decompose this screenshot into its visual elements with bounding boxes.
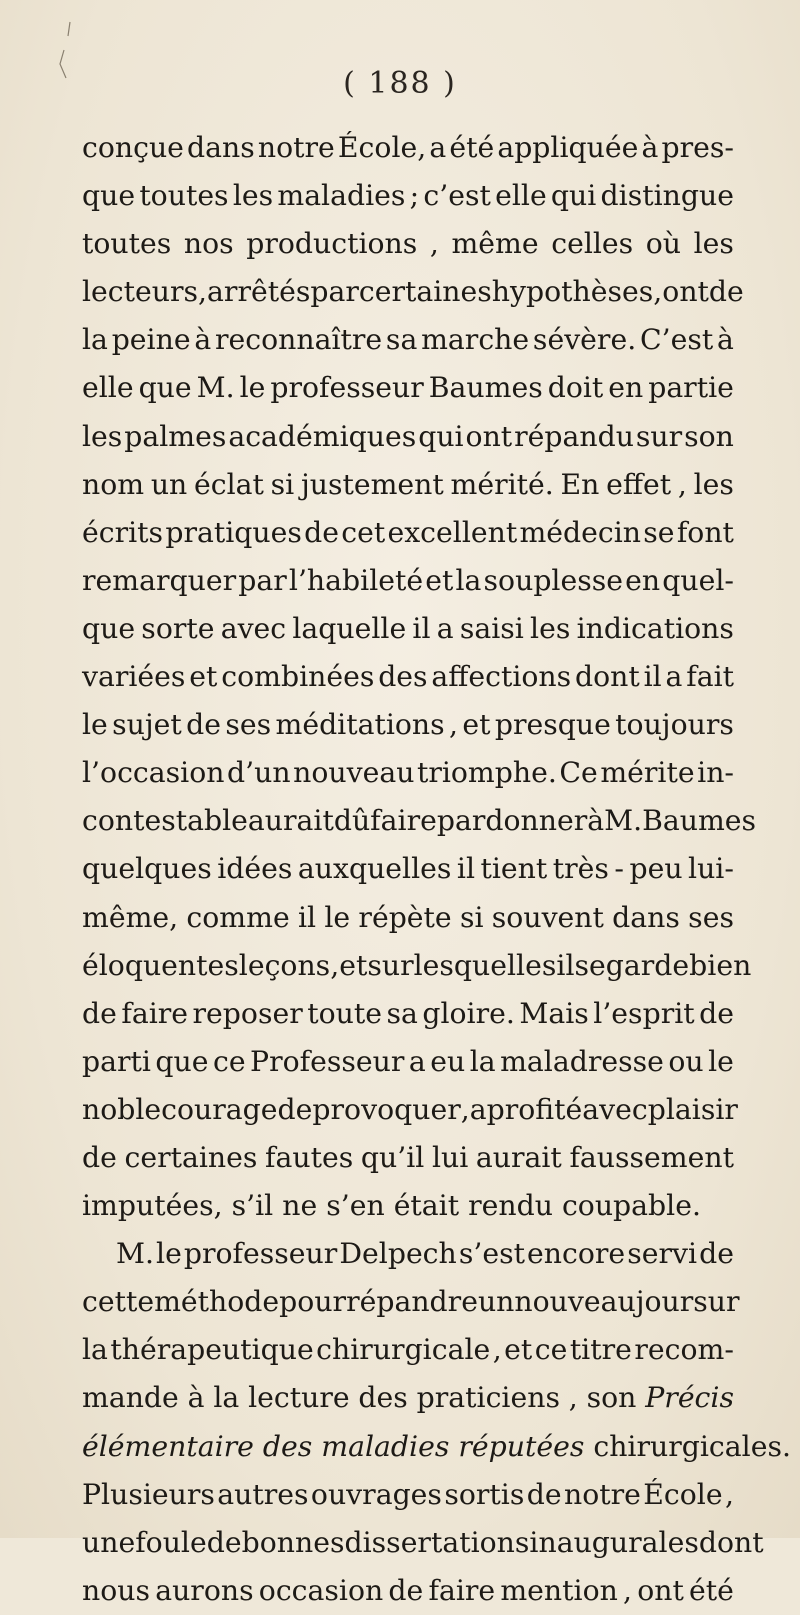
- word: mérite: [600, 756, 695, 790]
- text-line: [82, 316, 734, 364]
- word: Baumes: [428, 371, 543, 405]
- word: remarquer: [82, 563, 237, 597]
- text-line: [82, 413, 734, 461]
- word: ses: [225, 708, 272, 742]
- word: aurons: [155, 1573, 254, 1607]
- word: encore: [527, 1237, 626, 1271]
- word: qui: [550, 179, 597, 213]
- text-line: [82, 1038, 734, 1086]
- word: partie: [648, 371, 734, 405]
- word: marche: [421, 323, 530, 357]
- word: certaines: [124, 1140, 258, 1174]
- word: excellent: [387, 515, 518, 549]
- word: arrêtés: [207, 275, 311, 309]
- page-number: ( 188 ): [343, 66, 457, 101]
- word: professeur: [183, 1237, 338, 1271]
- word: que: [82, 179, 136, 213]
- word: l’habileté: [288, 563, 424, 597]
- word: son: [586, 1381, 637, 1415]
- word: dont: [698, 1525, 764, 1559]
- word: si: [270, 467, 295, 501]
- word: d’un: [227, 756, 291, 790]
- word: plaisir: [647, 1092, 738, 1126]
- word: ce: [534, 1333, 568, 1367]
- word: très: [552, 852, 609, 886]
- word: sa: [385, 323, 418, 357]
- text-line: [82, 1230, 734, 1278]
- text-line: [82, 1134, 734, 1182]
- text-line: [82, 701, 734, 749]
- word: ,: [568, 1381, 578, 1415]
- word: de: [82, 996, 117, 1030]
- word: jour: [635, 1285, 694, 1319]
- word: elle: [495, 179, 547, 213]
- word: les: [693, 467, 734, 501]
- body-text: [82, 124, 791, 1615]
- word: dû: [333, 804, 371, 838]
- text-line: [82, 1423, 791, 1471]
- word: ,: [460, 1092, 470, 1126]
- word: les: [693, 227, 734, 261]
- text-line: [82, 268, 744, 316]
- word: avec: [220, 611, 287, 645]
- word: presque: [494, 708, 611, 742]
- word: répandu: [514, 419, 634, 453]
- text-line: [82, 172, 734, 220]
- text-line: [82, 509, 734, 557]
- word: thérapeutique: [110, 1333, 314, 1367]
- word: sur: [367, 948, 414, 982]
- word: sévère.: [532, 323, 637, 357]
- word: font: [676, 515, 734, 549]
- word: pratiques: [165, 515, 302, 549]
- text-line: [82, 749, 734, 797]
- text-line: [82, 1182, 734, 1230]
- text-line: [82, 990, 734, 1038]
- word: Baumes: [642, 804, 757, 838]
- word: le: [708, 1044, 734, 1078]
- word: ,: [429, 227, 439, 261]
- word: à: [641, 131, 659, 164]
- word: son: [684, 419, 734, 453]
- word: auxquelles: [297, 852, 452, 886]
- word: fait: [686, 660, 734, 694]
- word: a: [665, 660, 683, 694]
- word: mande: [82, 1381, 179, 1415]
- word: nous: [82, 1573, 151, 1607]
- word: faire: [428, 1573, 496, 1607]
- word: conçue: [82, 131, 184, 164]
- word: élémentaire: [82, 1429, 263, 1463]
- word: ,: [198, 275, 208, 309]
- word: École,: [337, 131, 427, 164]
- word: ses: [688, 900, 734, 934]
- word: M.: [196, 371, 235, 405]
- word: ;: [409, 179, 420, 213]
- word: lecture: [248, 1381, 350, 1415]
- word: justement: [300, 467, 444, 501]
- word: garde: [605, 948, 690, 982]
- word: qui: [418, 419, 464, 453]
- word: des: [358, 1381, 408, 1415]
- word: le: [82, 708, 108, 742]
- word: par: [238, 563, 287, 597]
- text-line: [82, 894, 734, 942]
- word: la: [469, 1044, 496, 1078]
- word: sorte: [141, 611, 215, 645]
- word: de: [82, 1140, 117, 1174]
- word: cette: [82, 1285, 155, 1319]
- word: que: [155, 1044, 209, 1078]
- word: mérité.: [450, 467, 554, 501]
- word: Précis: [645, 1381, 734, 1415]
- word: ,: [653, 275, 663, 309]
- word: Ce: [559, 756, 598, 790]
- word: de: [699, 1237, 734, 1271]
- word: l’esprit: [593, 996, 695, 1030]
- word: leçons,: [238, 948, 340, 982]
- word: chirurgicale: [316, 1333, 491, 1367]
- word: éloquentes: [82, 948, 239, 982]
- word: la: [455, 563, 482, 597]
- word: Mais: [519, 996, 589, 1030]
- word: de: [526, 1477, 562, 1511]
- word: pres-: [661, 131, 734, 164]
- word: de: [304, 515, 339, 549]
- word: il: [297, 900, 317, 934]
- word: toutes: [82, 227, 172, 261]
- word: École: [643, 1477, 723, 1511]
- word: ouvrages: [310, 1477, 442, 1511]
- word: toutes: [139, 179, 229, 213]
- word: sujet: [112, 708, 182, 742]
- text-line: [82, 124, 734, 172]
- word: à: [187, 1381, 205, 1415]
- word: faussement: [569, 1140, 734, 1174]
- word: cet: [341, 515, 386, 549]
- word: maladresse: [500, 1044, 664, 1078]
- word: si: [459, 900, 484, 934]
- word: recom-: [634, 1333, 734, 1367]
- word: de: [206, 1525, 242, 1559]
- word: des: [262, 1429, 322, 1463]
- word: médecin: [519, 515, 642, 549]
- word: En: [560, 467, 600, 501]
- word: même,: [82, 900, 179, 934]
- word: sur: [635, 419, 683, 453]
- word: pardonner: [436, 804, 588, 838]
- word: de: [277, 1092, 313, 1126]
- word: autres: [217, 1477, 309, 1511]
- word: ont: [465, 419, 513, 453]
- word: à: [717, 323, 734, 357]
- word: ont: [637, 1573, 684, 1607]
- word: une: [82, 1525, 136, 1559]
- word: nos: [183, 227, 234, 261]
- word: lecteurs: [82, 275, 199, 309]
- word: combinées: [221, 660, 375, 694]
- word: se: [574, 948, 606, 982]
- word: M.: [604, 804, 643, 838]
- word: de: [708, 275, 744, 309]
- word: M.: [116, 1237, 154, 1271]
- word: maladies: [277, 179, 406, 213]
- word: avec: [582, 1092, 648, 1126]
- text-line: [82, 1278, 740, 1326]
- text-line: [82, 845, 734, 893]
- word: professeur: [270, 371, 424, 405]
- word: sortis: [444, 1477, 525, 1511]
- word: faire: [370, 804, 437, 838]
- text-line: [82, 1471, 734, 1519]
- word: hypothèses: [491, 275, 654, 309]
- word: les: [232, 179, 274, 213]
- word: parti: [82, 1044, 151, 1078]
- text-line: [82, 942, 752, 990]
- word: indications: [576, 611, 734, 645]
- word: lui: [431, 1140, 469, 1174]
- word: souvent: [491, 900, 604, 934]
- word: certaines: [358, 275, 492, 309]
- word: dans: [187, 131, 255, 164]
- word: s’est: [458, 1237, 525, 1271]
- word: a: [408, 1044, 426, 1078]
- word: courage: [161, 1092, 278, 1126]
- word: que: [138, 371, 192, 405]
- word: de: [186, 708, 221, 742]
- word: peine: [111, 323, 191, 357]
- word: variées: [82, 660, 186, 694]
- word: et: [462, 708, 491, 742]
- word: en: [625, 563, 661, 597]
- word: il: [412, 611, 431, 645]
- word: Professeur: [250, 1044, 405, 1078]
- word: lui-: [688, 852, 734, 886]
- word: souplesse: [483, 563, 624, 597]
- text-line: [82, 220, 734, 268]
- word: toute: [307, 996, 382, 1030]
- word: nouveau: [293, 756, 415, 790]
- word: noble: [82, 1092, 162, 1126]
- word: distingue: [600, 179, 734, 213]
- word: faire: [121, 996, 189, 1030]
- word: bien: [689, 948, 752, 982]
- word: idées: [217, 852, 293, 886]
- word: imputées,: [82, 1189, 232, 1223]
- word: il: [556, 948, 575, 982]
- word: dissertations: [344, 1525, 530, 1559]
- word: à: [587, 804, 605, 838]
- word: la: [213, 1381, 240, 1415]
- word: Delpech: [339, 1237, 457, 1271]
- word: par: [310, 275, 359, 309]
- word: elle: [82, 371, 134, 405]
- text-line: [82, 1326, 734, 1374]
- text-line: [82, 1519, 764, 1567]
- word: dont: [575, 660, 640, 694]
- word: productions: [246, 227, 418, 261]
- word: mention: [500, 1573, 618, 1607]
- word: bonnes: [241, 1525, 345, 1559]
- word: quel-: [662, 563, 734, 597]
- word: réputées: [458, 1429, 594, 1463]
- word: s’en: [326, 1189, 394, 1223]
- word: et: [339, 948, 368, 982]
- word: ne: [282, 1189, 327, 1223]
- text-line: [82, 797, 757, 845]
- word: dans: [612, 900, 680, 934]
- word: notre: [563, 1477, 641, 1511]
- word: reposer: [192, 996, 303, 1030]
- word: ,: [449, 708, 459, 742]
- word: éclat: [194, 467, 264, 501]
- word: notre: [257, 131, 335, 164]
- word: toujours: [615, 708, 734, 742]
- word: était: [393, 1189, 469, 1223]
- word: s’il: [231, 1189, 283, 1223]
- word: aurait: [475, 1140, 562, 1174]
- text-line: [82, 461, 734, 509]
- word: la: [82, 1333, 108, 1367]
- word: -: [614, 852, 624, 886]
- word: inaugurales: [529, 1525, 699, 1559]
- word: praticiens: [416, 1381, 560, 1415]
- word: affections: [431, 660, 572, 694]
- word: saisi: [459, 611, 524, 645]
- word: ont: [662, 275, 709, 309]
- word: titre: [569, 1333, 632, 1367]
- word: coupable.: [561, 1189, 701, 1223]
- text-line: [82, 1374, 734, 1422]
- word: triomphe.: [416, 756, 557, 790]
- word: servi: [627, 1237, 698, 1271]
- word: reconnaître: [214, 323, 383, 357]
- word: provoquer: [312, 1092, 461, 1126]
- word: Plusieurs: [82, 1477, 215, 1511]
- word: répandre: [346, 1285, 478, 1319]
- word: ,: [492, 1333, 502, 1367]
- word: a: [436, 611, 454, 645]
- word: comme: [186, 900, 290, 934]
- word: il: [643, 660, 662, 694]
- text-line: [82, 364, 734, 412]
- word: et: [504, 1333, 533, 1367]
- word: les: [82, 419, 123, 453]
- word: académiques: [228, 419, 417, 453]
- word: répète: [358, 900, 452, 934]
- word: a: [469, 1092, 487, 1126]
- word: les: [530, 611, 571, 645]
- word: été: [689, 1573, 734, 1607]
- word: aurait: [247, 804, 334, 838]
- word: pour: [279, 1285, 347, 1319]
- word: ,: [724, 1477, 734, 1511]
- word: gloire.: [422, 996, 515, 1030]
- word: maladies: [321, 1429, 459, 1463]
- text-line: [82, 605, 734, 653]
- word: ou: [668, 1044, 704, 1078]
- word: C’est: [639, 323, 714, 357]
- word: celles: [551, 227, 634, 261]
- word: se: [643, 515, 675, 549]
- word: effet: [606, 467, 672, 501]
- word: peu: [629, 852, 683, 886]
- word: et: [425, 563, 454, 597]
- word: ,: [677, 467, 687, 501]
- word: de: [388, 1573, 424, 1607]
- word: le: [239, 371, 266, 405]
- word: c’est: [423, 179, 491, 213]
- word: méthode: [154, 1285, 280, 1319]
- word: des: [378, 660, 428, 694]
- word: occasion: [258, 1573, 384, 1607]
- text-line: [82, 653, 734, 701]
- word: même: [451, 227, 539, 261]
- word: fautes: [265, 1140, 354, 1174]
- word: qu’il: [360, 1140, 425, 1174]
- word: la: [82, 323, 108, 357]
- word: nom: [82, 467, 145, 501]
- word: été: [449, 131, 495, 164]
- word: contestable: [82, 804, 248, 838]
- word: écrits: [82, 515, 164, 549]
- word: palmes: [124, 419, 227, 453]
- text-line: [82, 1086, 738, 1134]
- word: il: [456, 852, 476, 886]
- word: quelques: [82, 852, 212, 886]
- word: a: [429, 131, 447, 164]
- word: rendu: [468, 1189, 562, 1223]
- word: où: [645, 227, 682, 261]
- word: que: [82, 611, 136, 645]
- word: in-: [697, 756, 734, 790]
- word: laquelle: [292, 611, 407, 645]
- word: doit: [547, 371, 604, 405]
- word: lesquelles: [413, 948, 557, 982]
- word: et: [189, 660, 218, 694]
- word: profité: [486, 1092, 583, 1126]
- word: le: [156, 1237, 182, 1271]
- word: ce: [212, 1044, 246, 1078]
- word: méditations: [275, 708, 445, 742]
- text-line: [82, 557, 734, 605]
- word: nouveau: [514, 1285, 636, 1319]
- word: sa: [386, 996, 418, 1030]
- word: en: [608, 371, 644, 405]
- word: un: [150, 467, 188, 501]
- word: un: [477, 1285, 515, 1319]
- word: le: [324, 900, 351, 934]
- word: tient: [480, 852, 548, 886]
- word: appliquée: [497, 131, 639, 164]
- word: l’occasion: [82, 756, 225, 790]
- word: sur: [693, 1285, 740, 1319]
- word: eu: [430, 1044, 466, 1078]
- text-line: [82, 1567, 734, 1615]
- word: foule: [135, 1525, 207, 1559]
- word: de: [699, 996, 734, 1030]
- word: à: [194, 323, 212, 357]
- word: chirurgicales.: [593, 1429, 791, 1463]
- word: ,: [623, 1573, 633, 1607]
